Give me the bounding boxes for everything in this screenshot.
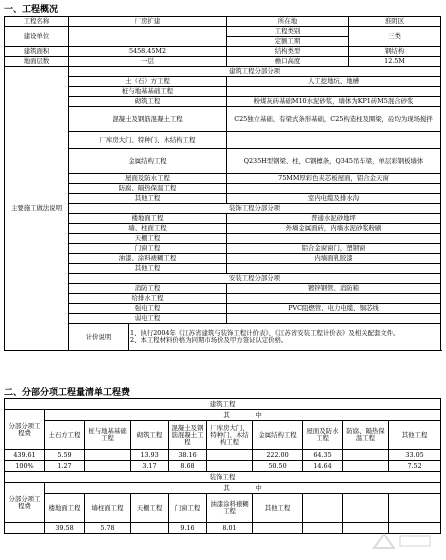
cell: 建设单位 [5, 27, 69, 47]
item-name: 油漆、涂料裱糊工程 [69, 254, 227, 264]
zhong-label: 中 [255, 410, 262, 419]
item-desc: 镀锌钢管、消防箱 [227, 284, 441, 294]
item-name: 墙、柱面工程 [69, 224, 227, 234]
item-name: 厂库房大门、特种门、木结构工程 [69, 132, 227, 149]
qi-label: 其 [223, 410, 230, 419]
cell [85, 450, 131, 461]
col-total: 分部分项工程费 [5, 410, 45, 450]
col-total-2: 分部分项工程费 [5, 483, 45, 523]
cell [85, 461, 131, 472]
col-header: 油漆涂料裱糊工程 [207, 494, 253, 523]
item-name: 其他工程 [69, 264, 227, 274]
cell [303, 494, 343, 523]
item-name: 屋面及防水工程 [69, 174, 227, 184]
col-header: 砌筑工程 [131, 421, 169, 450]
col-header: 其他工程 [253, 494, 303, 523]
item-desc [227, 234, 441, 244]
section2-title: 二、分部分项工程量清单工程费 [4, 388, 131, 398]
pricing-text [129, 324, 441, 351]
cell: 222.00 [253, 450, 303, 461]
cell: 33.05 [389, 450, 441, 461]
cell: 建筑面积 [5, 47, 69, 57]
cell [131, 523, 169, 534]
item-name: 消防工程 [69, 284, 227, 294]
col-header: 其他工程 [389, 421, 441, 450]
item-name: 强电工程 [69, 304, 227, 314]
item-name: 土（石）方工程 [69, 77, 227, 87]
col-header: 土石方工程 [45, 421, 85, 450]
cell: 3.17 [131, 461, 169, 472]
pricing-line-2: 2、本工程材料价格为同期市场价及甲方签证认定价格。 [130, 336, 288, 344]
item-desc: 室内电缆及排水沟 [227, 194, 441, 204]
section1-title: 一、工程概况 [4, 5, 59, 15]
item-desc [227, 264, 441, 274]
cell: 38.16 [169, 450, 207, 461]
item-desc [227, 294, 441, 304]
cell: 5.78 [85, 523, 131, 534]
qizhong-2 [45, 483, 441, 494]
overview-table [4, 16, 441, 351]
item-desc: 普通水泥砂地坪 [227, 214, 441, 224]
cell: 12.5M [349, 57, 441, 67]
qizhong [45, 410, 441, 421]
item-desc: 铝合金窗窗门，塑钢窗 [227, 244, 441, 254]
decor-label: 装饰工程 [5, 472, 441, 483]
item-name: 砌筑工程 [69, 97, 227, 107]
item-desc: C25独立基础、有梁式条形基础，C25构造柱及圈梁，砼均为现场搅拌 [227, 107, 441, 132]
cell [343, 461, 389, 472]
col-header: 混凝土及钢筋混凝土工程 [169, 421, 207, 450]
qi-label: 其 [223, 483, 230, 492]
item-desc [227, 314, 441, 324]
col-header: 屋面及防水工程 [303, 421, 343, 450]
cell: 14.64 [303, 461, 343, 472]
col-header: 防腐、隔热保温工程 [343, 421, 389, 450]
cell: 5.59 [45, 450, 85, 461]
item-name: 混凝土及钢筋混凝土工程 [69, 107, 227, 132]
cell: 13.93 [131, 450, 169, 461]
item-name: 弱电工程 [69, 314, 227, 324]
cell [343, 450, 389, 461]
cell: 8.01 [207, 523, 253, 534]
col-header: 楼地面工程 [45, 494, 85, 523]
col-header: 桩与地基基础工程 [85, 421, 131, 450]
item-desc: PVC阻燃管、电力电缆、铜芯线 [227, 304, 441, 314]
cell: 结构类型 [227, 47, 349, 57]
item-name: 门窗工程 [69, 244, 227, 254]
cell: 39.58 [45, 523, 85, 534]
cell [207, 461, 253, 472]
item-desc: 外墙金属面砖，内墙水泥砂浆粉刷 [227, 224, 441, 234]
cell: 所在地 [227, 17, 349, 27]
item-name: 天棚工程 [69, 234, 227, 244]
cell [303, 523, 343, 534]
item-desc: 粉煤灰砖基础M10水泥砂浆，墙体为KP1砖M5混合砂浆 [227, 97, 441, 107]
cell [207, 450, 253, 461]
desc-label: 主要施工做法说明 [5, 67, 69, 351]
col-header: 金属结构工程 [253, 421, 303, 450]
cell: 檐口高度 [227, 57, 349, 67]
decor-header: 装饰工程分部分项 [69, 204, 441, 214]
cell [5, 523, 45, 534]
cell: 工程类别 [227, 27, 349, 37]
cell: 64.35 [303, 450, 343, 461]
cell: 工程名称 [5, 17, 69, 27]
cell: 三类 [349, 27, 441, 47]
cost-table [4, 398, 441, 534]
item-name: 金属结构工程 [69, 149, 227, 174]
cell [343, 494, 389, 523]
pricing-line-1: 1、执行2004年《江苏省建筑与装饰工程计价表》、《江苏省安装工程计价表》及相关配套文件。 [130, 329, 400, 337]
cell: 7.52 [389, 461, 441, 472]
item-name: 桩与地基基础工程 [69, 87, 227, 97]
item-desc [227, 87, 441, 97]
item-desc: Q235H型钢梁、柱，C钢檩条，Q345吊车梁，单层彩钢板墙体 [227, 149, 441, 174]
cell: 5458.45M2 [69, 47, 227, 57]
cell: 定额工期 [227, 37, 349, 47]
watermark-icon [366, 526, 436, 554]
col-header: 厂库房大门、特种门、木结构工程 [207, 421, 253, 450]
col-header: 门窗工程 [169, 494, 207, 523]
item-desc: 75MM厚彩色夹芯板屋面，铝合金天窗 [227, 174, 441, 184]
item-desc [227, 184, 441, 194]
cell: 一层 [69, 57, 227, 67]
col-header: 墙柱面工程 [85, 494, 131, 523]
cell: 8.68 [169, 461, 207, 472]
cell: 439.61 [5, 450, 45, 461]
cell [69, 27, 227, 47]
cell [389, 494, 441, 523]
building-header: 建筑工程分部分项 [69, 67, 441, 77]
cell: 钢结构 [349, 47, 441, 57]
cell [253, 523, 303, 534]
cell: 100% [5, 461, 45, 472]
item-desc: 人工挖地坑、地槽 [227, 77, 441, 87]
item-name: 给排水工程 [69, 294, 227, 304]
cell: 1.27 [45, 461, 85, 472]
building-label: 建筑工程 [5, 399, 441, 410]
cell: 9.16 [169, 523, 207, 534]
pricing-label: 计价说明 [69, 324, 129, 351]
cell: 淮阴区 [349, 17, 441, 27]
install-header: 安装工程分部分项 [69, 274, 441, 284]
item-name: 楼地面工程 [69, 214, 227, 224]
item-name: 防腐、隔热保温工程 [69, 184, 227, 194]
item-name: 其他工程 [69, 194, 227, 204]
col-header: 天棚工程 [131, 494, 169, 523]
item-desc: 内墙面乳胶漆 [227, 254, 441, 264]
cell: 厂房扩建 [69, 17, 227, 27]
cell: 地面层数 [5, 57, 69, 67]
item-desc [227, 132, 441, 149]
zhong-label: 中 [255, 483, 262, 492]
cell: 50.50 [253, 461, 303, 472]
